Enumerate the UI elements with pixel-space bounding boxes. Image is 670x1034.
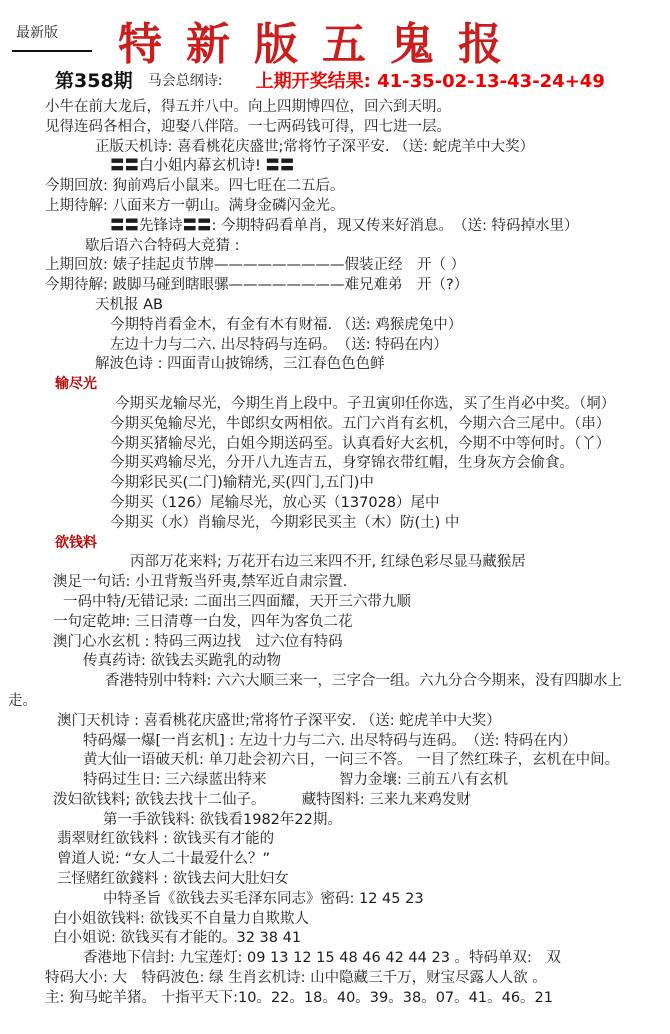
- text-line: 今期买猪输尽光，白姐今期送码至。认真看好大玄机，今期不中等何时。（丫）: [110, 435, 611, 452]
- last-draw-result: [256, 71, 605, 92]
- text-line: 今期买（水）肖输尽光，今期彩民买主（木）防(土) 中: [110, 514, 460, 531]
- text-line: 天机报 AB: [95, 296, 163, 313]
- last-draw-numbers: 41-35-02-13-43-24+49: [377, 70, 605, 92]
- text-line: 今期待解: 跛脚马碰到瞎眼骡————————难兄难弟 开（?）: [45, 277, 469, 294]
- text-line: 丙部万花来料; 万花开右边三来四不开, 红绿色彩尽显马藏猴居: [130, 554, 526, 571]
- text-line: 特码大小: 大 特码波色: 绿 生肖玄机诗: 山中隐藏三千万，财宝尽露人人欲 。: [45, 970, 547, 987]
- text-line: 今期特肖看金木，有金有木有财福. （送: 鸡猴虎兔中）: [110, 316, 463, 333]
- text-line: 今期买龙输尽光，今期生肖上段中。子丑寅卯任你选，买了生肖必中奖。（垌）: [115, 395, 616, 412]
- text-line: 上期回放: 婊子挂起贞节牌—————————假装正经 开（ ）: [45, 257, 466, 274]
- text-line: 今期买（126）尾输尽光，放心买（137028）尾中: [110, 494, 440, 511]
- issue-number: 第358期: [55, 70, 133, 92]
- text-line: 白小姐欲钱料: 欲钱买不自量力自欺欺人: [53, 910, 309, 927]
- text-line: 上期待解: 八面来方一朝山。满身金磷闪金光。: [45, 197, 345, 214]
- section-header: 输尽光: [55, 376, 97, 393]
- text-line: 主: 狗马蛇羊猪。 十指平天下:10。22。18。40。39。38。07。41。46。21: [45, 989, 553, 1006]
- text-line: 黄大仙一语破天机: 单刀赴会初六日，一问三不答。 一目了然红珠子，玄机在中间。: [83, 752, 620, 769]
- text-line: 白小姐说: 欲钱买有才能的。32 38 41: [53, 930, 302, 947]
- text-line: 泼妇欲钱料; 欲钱去找十二仙子。 藏特图料: 三来九来鸡发财: [53, 791, 471, 808]
- text-line: 今期买鸡输尽光，分开八九连吉五，身穿锦衣带红帽，生身灰方会偷食。: [110, 455, 574, 472]
- text-line: 澳足一句话: 小丑背叛当歼夷,禁军近自肃宗置.: [53, 574, 348, 591]
- text-line: 小牛在前大龙后，得五并八中。向上四期博四位，回六到天明。: [45, 99, 451, 115]
- text-line: 香港特别中特料: 六六大顺三来一，三字合一组。六九分合今期来，没有四脚水上: [105, 673, 622, 690]
- text-line: 今期彩民买(二门)输精光,买(四门,五门)中: [110, 475, 374, 492]
- text-line: 第一手欲钱料: 欲钱看1982年22期。: [103, 811, 342, 828]
- text-line: 香港地下信封: 九宝莲灯: 09 13 12 15 48 46 42 44 23 。特码单双: 双: [83, 950, 561, 967]
- text-line: 正版天机诗: 喜看桃花庆盛世;常将竹子深平安. （送: 蛇虎羊中大奖）: [95, 138, 535, 155]
- text-line: 中特圣旨《欲钱去买毛泽东同志》密码: 12 45 23: [103, 890, 424, 907]
- text-line: 〓〓白小姐内幕玄机诗! 〓〓: [110, 158, 295, 175]
- section-header: 欲钱料: [55, 534, 97, 551]
- text-line: 一句定乾坤: 三日清尊一白发，四年为客负二花: [53, 613, 353, 630]
- text-line: 特码过生日: 三六绿蓝出特来 智力金壤: 三前五八有玄机: [83, 772, 508, 789]
- text-line: 走。: [8, 692, 37, 709]
- text-line: 传真药诗: 欲钱去买跪乳的动物: [83, 653, 281, 670]
- text-line: 今期回放: 狗前鸡后小鼠来。四七旺在二五后。: [45, 178, 345, 195]
- text-line: 特码爆一爆[一肖玄机] : 左边十力与二六. 出尽特码与连码。 （送: 特码在内）: [83, 732, 577, 749]
- text-line: 左边十力与二六. 出尽特码与连码。 （送: 特码在内）: [110, 336, 448, 353]
- issue-subtitle: 马会总纲诗:: [147, 72, 223, 89]
- page-header: [0, 0, 670, 70]
- page-title: 特新版五鬼报: [118, 19, 526, 70]
- text-line: 解波色诗 : 四面青山披锦绣，三江春色色色鲜: [95, 356, 385, 373]
- issue-info-row: [0, 66, 670, 96]
- text-line: 歇后语六合特码大竞猜 :: [85, 237, 240, 254]
- text-line: 见得连码各相合，迎娶八伴陪。一七两码钱可得，四七进一层。: [45, 118, 451, 135]
- text-line: 三怪赌红欲錢料 : 欲钱去问大肚妇女: [57, 871, 289, 888]
- text-line: 〓〓先锋诗〓〓: 今期特码看单肖，现又传来好消息。 （送: 特码掉水里）: [110, 217, 579, 234]
- last-draw-label: 上期开奖结果:: [255, 70, 371, 92]
- text-line: 澳门天机诗 : 喜看桃花庆盛世;常将竹子深平安. （送: 蛇虎羊中大奖）: [57, 712, 501, 729]
- edition-label-text: 最新版: [16, 25, 58, 41]
- text-line: 澳门心水玄机 : 特码三两边找 过六位有特码: [53, 633, 343, 650]
- text-line: 一码中特/无错记录: 二面出三四面耀，天开三六带九顺: [63, 593, 411, 610]
- text-line: 今期买兔输尽光，牛郎织女两相依。五门六肖有玄机，今期六合三尾中。（串）: [110, 415, 611, 432]
- edition-label: [12, 22, 92, 52]
- text-line: 翡翠财红欲钱料 : 欲钱买有才能的: [57, 831, 275, 848]
- document-body: [0, 96, 670, 1009]
- text-line: 曾道人说: “女人二十最爱什么？”: [57, 851, 271, 868]
